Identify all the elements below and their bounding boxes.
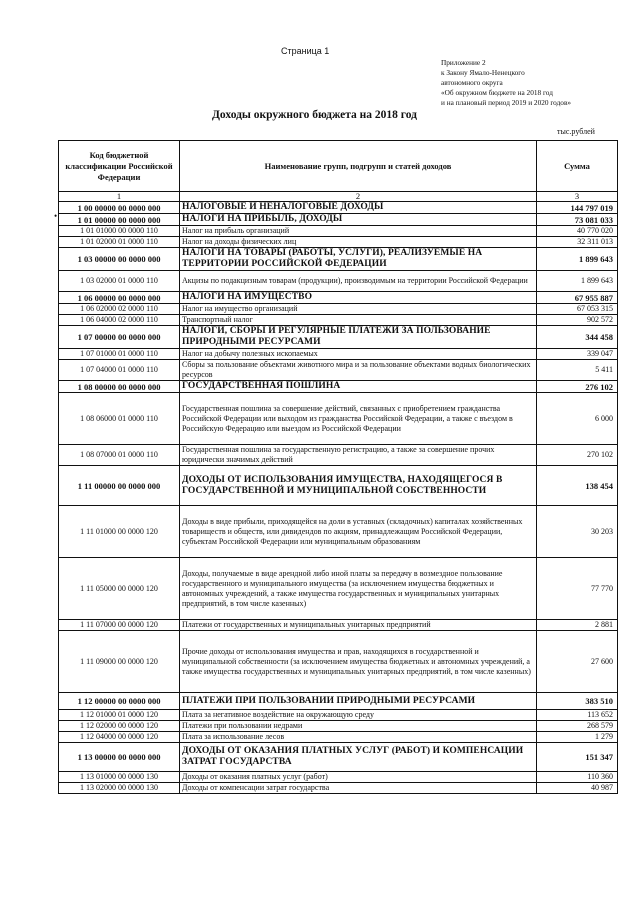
row-sum: 40 770 020	[537, 226, 618, 237]
row-name: НАЛОГИ НА ПРИБЫЛЬ, ДОХОДЫ	[180, 214, 537, 226]
appendix-note	[441, 58, 631, 108]
row-name: НАЛОГОВЫЕ И НЕНАЛОГОВЫЕ ДОХОДЫ	[180, 202, 537, 214]
row-name: Доходы в виде прибыли, приходящейся на доли в уставных (складочных) капиталах хозяйственных товариществ и обществ, или дивидендов по акциям, принадлежащим Российской Федерации, субъектам Российской Федерации или муниципальным образованиям	[180, 506, 537, 558]
row-sum: 138 454	[537, 466, 618, 506]
row-code: 1 07 04000 01 0000 110	[59, 360, 180, 381]
row-name: ГОСУДАРСТВЕННАЯ ПОШЛИНА	[180, 381, 537, 393]
table-row	[59, 721, 618, 732]
row-sum: 344 458	[537, 326, 618, 349]
row-code: 1 06 04000 02 0000 110	[59, 315, 180, 326]
row-sum: 268 579	[537, 721, 618, 732]
table-row	[59, 620, 618, 631]
row-sum: 32 311 013	[537, 237, 618, 248]
table-row	[59, 214, 618, 226]
column-header-code: Код бюджетной классификации Российской Федерации	[59, 141, 180, 192]
appendix-line: «Об окружном бюджете на 2018 год	[441, 88, 553, 97]
table-row	[59, 743, 618, 772]
table-row	[59, 360, 618, 381]
row-name: НАЛОГИ НА ТОВАРЫ (РАБОТЫ, УСЛУГИ), РЕАЛИЗУЕМЫЕ НА ТЕРРИТОРИИ РОССИЙСКОЙ ФЕДЕРАЦИИ	[180, 248, 537, 271]
table-row	[59, 393, 618, 445]
row-name: Налог на прибыль организаций	[180, 226, 537, 237]
row-code: 1 08 07000 01 0000 110	[59, 445, 180, 466]
row-sum: 110 360	[537, 772, 618, 783]
row-name: НАЛОГИ НА ИМУЩЕСТВО	[180, 292, 537, 304]
row-name: ПЛАТЕЖИ ПРИ ПОЛЬЗОВАНИИ ПРИРОДНЫМИ РЕСУРСАМИ	[180, 693, 537, 710]
row-name: Государственная пошлина за государственную регистрацию, а также за совершение прочих юридически значимых действий	[180, 445, 537, 466]
row-name: Доходы от оказания платных услуг (работ)	[180, 772, 537, 783]
row-code: 1 13 02000 00 0000 130	[59, 783, 180, 794]
row-code: 1 01 01000 00 0000 110	[59, 226, 180, 237]
page-label: Страница 1	[281, 46, 330, 56]
table-row	[59, 237, 618, 248]
row-code: 1 12 04000 00 0000 120	[59, 732, 180, 743]
row-sum: 77 770	[537, 558, 618, 620]
table-row	[59, 326, 618, 349]
table-row	[59, 732, 618, 743]
row-code: 1 08 00000 00 0000 000	[59, 381, 180, 393]
row-sum: 73 081 033	[537, 214, 618, 226]
row-name: Доходы, получаемые в виде арендной либо иной платы за передачу в возмездное пользование государственного и муниципального имущества (за исключением имущества бюджетных и автономных учреждений, а также имущества государственных и муниципальных унитарных предприятий, в том числе казенных)	[180, 558, 537, 620]
row-sum: 276 102	[537, 381, 618, 393]
row-code: 1 07 00000 00 0000 000	[59, 326, 180, 349]
column-number: 2	[180, 192, 537, 202]
table-row	[59, 381, 618, 393]
row-sum: 6 000	[537, 393, 618, 445]
row-code: 1 11 09000 00 0000 120	[59, 631, 180, 693]
table-row	[59, 304, 618, 315]
row-code: 1 12 02000 00 0000 120	[59, 721, 180, 732]
row-sum: 113 652	[537, 710, 618, 721]
row-name: Прочие доходы от использования имущества и прав, находящихся в государственной и муниципальной собственности (за исключением имущества бюджетных и автономных учреждений, а также имущества государственных и муниципальных унитарных предприятий, в том числе казенных)	[180, 631, 537, 693]
table-row	[59, 248, 618, 271]
row-sum: 144 797 019	[537, 202, 618, 214]
row-name: Плата за использование лесов	[180, 732, 537, 743]
row-name: ДОХОДЫ ОТ ОКАЗАНИЯ ПЛАТНЫХ УСЛУГ (РАБОТ) И КОМПЕНСАЦИИ ЗАТРАТ ГОСУДАРСТВА	[180, 743, 537, 772]
appendix-line: автономного округа	[441, 78, 503, 87]
row-code: 1 03 02000 01 0000 110	[59, 271, 180, 292]
table-body	[59, 202, 618, 794]
appendix-line: и на плановый период 2019 и 2020 годов»	[441, 98, 572, 107]
table-row	[59, 315, 618, 326]
row-sum: 40 987	[537, 783, 618, 794]
row-code: 1 00 00000 00 0000 000	[59, 202, 180, 214]
revenue-table	[58, 140, 618, 794]
column-header-name: Наименование групп, подгрупп и статей доходов	[180, 141, 537, 192]
row-code: 1 13 00000 00 0000 000	[59, 743, 180, 772]
table-row	[59, 271, 618, 292]
row-code: 1 08 06000 01 0000 110	[59, 393, 180, 445]
document-title: Доходы окружного бюджета на 2018 год	[212, 109, 417, 121]
table-row	[59, 466, 618, 506]
table-row	[59, 631, 618, 693]
row-name: Акцизы по подакцизным товарам (продукции), производимым на территории Российской Федерации	[180, 271, 537, 292]
table-row	[59, 292, 618, 304]
row-code: 1 12 01000 01 0000 120	[59, 710, 180, 721]
margin-mark: •	[54, 211, 58, 221]
column-number: 1	[59, 192, 180, 202]
appendix-line: к Закону Ямало-Ненецкого	[441, 68, 525, 77]
row-sum: 67 955 887	[537, 292, 618, 304]
row-code: 1 11 05000 00 0000 120	[59, 558, 180, 620]
row-name: Налог на имущество организаций	[180, 304, 537, 315]
table-row	[59, 445, 618, 466]
row-code: 1 11 07000 00 0000 120	[59, 620, 180, 631]
row-code: 1 03 00000 00 0000 000	[59, 248, 180, 271]
row-name: Государственная пошлина за совершение действий, связанных с приобретением гражданства Российской Федерации или выходом из гражданства Российской Федерации, а также с въездом в Российскую Федерацию или выездом из Российской Федерации	[180, 393, 537, 445]
table-row	[59, 783, 618, 794]
row-sum: 30 203	[537, 506, 618, 558]
row-name: НАЛОГИ, СБОРЫ И РЕГУЛЯРНЫЕ ПЛАТЕЖИ ЗА ПОЛЬЗОВАНИЕ ПРИРОДНЫМИ РЕСУРСАМИ	[180, 326, 537, 349]
row-code: 1 06 02000 02 0000 110	[59, 304, 180, 315]
row-name: Налог на доходы физических лиц	[180, 237, 537, 248]
table-row	[59, 349, 618, 360]
table-row	[59, 202, 618, 214]
column-number: 3	[537, 192, 618, 202]
table-row	[59, 710, 618, 721]
row-sum: 2 881	[537, 620, 618, 631]
row-name: Доходы от компенсации затрат государства	[180, 783, 537, 794]
row-sum: 383 510	[537, 693, 618, 710]
row-sum: 1 899 643	[537, 271, 618, 292]
row-code: 1 11 00000 00 0000 000	[59, 466, 180, 506]
row-sum: 339 047	[537, 349, 618, 360]
appendix-line: Приложение 2	[441, 58, 486, 67]
table-row	[59, 226, 618, 237]
row-code: 1 07 01000 01 0000 110	[59, 349, 180, 360]
row-code: 1 12 00000 00 0000 000	[59, 693, 180, 710]
row-sum: 67 053 315	[537, 304, 618, 315]
row-code: 1 01 02000 01 0000 110	[59, 237, 180, 248]
row-sum: 151 347	[537, 743, 618, 772]
row-name: Транспортный налог	[180, 315, 537, 326]
row-code: 1 01 00000 00 0000 000	[59, 214, 180, 226]
row-sum: 1 899 643	[537, 248, 618, 271]
row-sum: 5 411	[537, 360, 618, 381]
row-sum: 902 572	[537, 315, 618, 326]
table-row	[59, 772, 618, 783]
row-code: 1 06 00000 00 0000 000	[59, 292, 180, 304]
row-name: Плата за негативное воздействие на окружающую среду	[180, 710, 537, 721]
column-header-sum: Сумма	[537, 141, 618, 192]
row-name: Платежи от государственных и муниципальных унитарных предприятий	[180, 620, 537, 631]
row-name: Сборы за пользование объектами животного мира и за пользование объектами водных биологических ресурсов	[180, 360, 537, 381]
row-code: 1 11 01000 00 0000 120	[59, 506, 180, 558]
row-sum: 270 102	[537, 445, 618, 466]
table-row	[59, 693, 618, 710]
row-name: Платежи при пользовании недрами	[180, 721, 537, 732]
row-name: Налог на добычу полезных ископаемых	[180, 349, 537, 360]
row-code: 1 13 01000 00 0000 130	[59, 772, 180, 783]
table-row	[59, 506, 618, 558]
row-sum: 1 279	[537, 732, 618, 743]
units-label: тыс.рублей	[557, 127, 595, 136]
table-row	[59, 558, 618, 620]
row-name: ДОХОДЫ ОТ ИСПОЛЬЗОВАНИЯ ИМУЩЕСТВА, НАХОДЯЩЕГОСЯ В ГОСУДАРСТВЕННОЙ И МУНИЦИПАЛЬНОЙ СОБСТВЕННОСТИ	[180, 466, 537, 506]
row-sum: 27 600	[537, 631, 618, 693]
